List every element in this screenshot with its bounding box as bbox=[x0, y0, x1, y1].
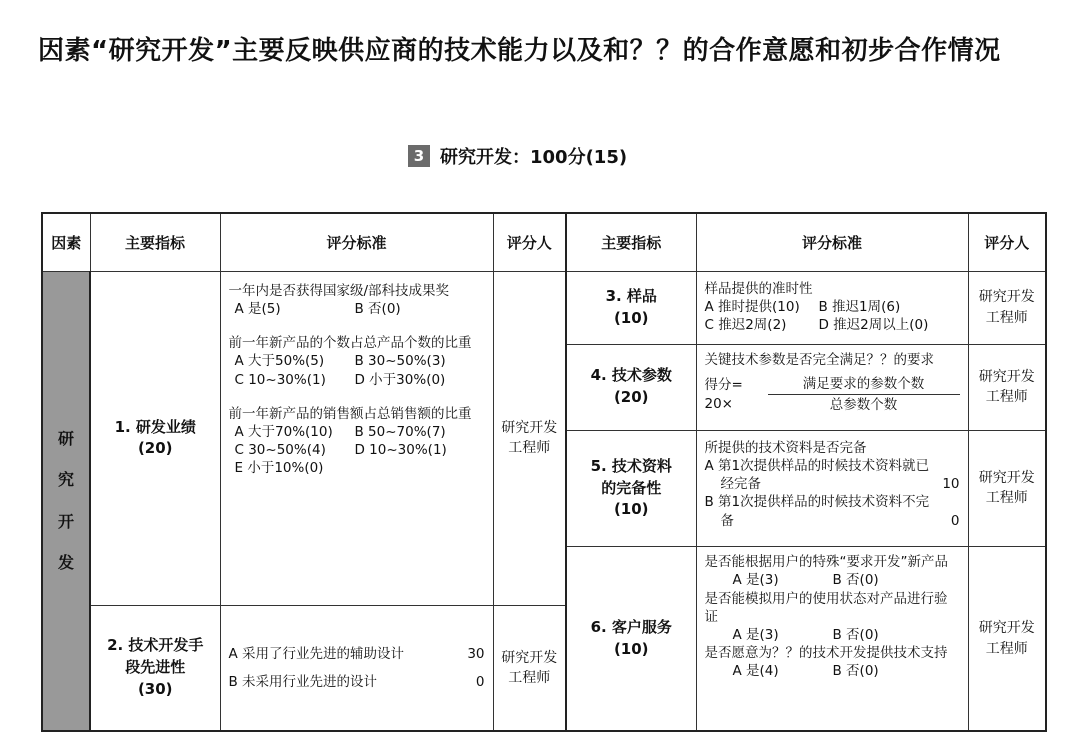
rater-samples: 研究开发 工程师 bbox=[968, 271, 1046, 344]
header-indicator: 主要指标 bbox=[90, 213, 220, 271]
indicator-research-performance: 1. 研发业绩 (20) bbox=[90, 271, 220, 605]
criteria-technical-parameters: 关键技术参数是否完全满足？？的要求 得分= 20× $\frac{\text{满足要求的参数个数}}{\text{总参数个数}}$ bbox=[696, 344, 968, 430]
header-rater: 评分人 bbox=[493, 213, 566, 271]
header-factor: 因素 bbox=[42, 213, 90, 271]
rater-technical-documents: 研究开发 工程师 bbox=[968, 430, 1046, 546]
scoring-table bbox=[41, 212, 1047, 732]
category-char: 发 bbox=[57, 553, 74, 573]
table-header-row bbox=[42, 213, 1046, 271]
rater-development-methods: 研究开发 工程师 bbox=[493, 605, 566, 731]
page-title: 因素“研究开发”主要反映供应商的技术能力以及和？？的合作意愿和初步合作情况 bbox=[38, 36, 1001, 66]
criteria-development-methods: A 采用了行业先进的辅助设计 30 B 未采用行业先进的设计 0 bbox=[220, 605, 493, 731]
criteria-technical-documents: 所提供的技术资料是否完备 A 第1次提供样品的时候技术资料就已 经完备 10 B 第1次提供样品的时候技术资料不完 备 0 bbox=[696, 430, 968, 546]
indicator-samples: 3. 样品 (10) bbox=[566, 271, 696, 344]
category-char: 开 bbox=[57, 511, 74, 531]
indicator-development-methods: 2. 技术开发手 段先进性 (30) bbox=[90, 605, 220, 731]
criteria-customer-service: 是否能根据用户的特殊“要求开发”新产品 A 是(3) B 否(0) 是否能模拟用户的使用状态对产品进行验证 A 是(3) B 否(0) 是否愿意为？？的技术开发提供技术支持 A 是(4) B 否(0) bbox=[696, 547, 968, 731]
section-subtitle bbox=[408, 143, 627, 169]
indicator-technical-documents: 5. 技术资料 的完备性 (10) bbox=[566, 430, 696, 546]
header-criteria: 评分标准 bbox=[220, 213, 493, 271]
criteria-research-performance: 一年内是否获得国家级/部科技成果奖 A 是(5) B 否(0) 前一年新产品的个数占总产品个数的比重 A 大于50%(5) B 30~50%(3) C 10~30%(1) D 小于30%(0) 前一年新产品的销售额占总销售额的比重 A 大于70%(10) B 50~70%(7) C 30~50%(4) D 10~30%(1) E 小于10%(0) bbox=[220, 271, 493, 605]
rater-research-performance: 研究开发 工程师 bbox=[493, 271, 566, 605]
category-char: 究 bbox=[57, 470, 74, 490]
header-rater-right: 评分人 bbox=[968, 213, 1046, 271]
category-char: 研 bbox=[57, 428, 74, 448]
indicator-customer-service: 6. 客户服务 (10) bbox=[566, 547, 696, 731]
criteria-samples: 样品提供的准时性 A 推时提供(10) B 推迟1周(6) C 推迟2周(2) D 推迟2周以上(0) bbox=[696, 271, 968, 344]
section-number-badge: 3 bbox=[408, 145, 430, 167]
header-criteria-right: 评分标准 bbox=[696, 213, 968, 271]
section-subtitle-text: 研究开发：100分(15) bbox=[440, 147, 628, 168]
table-row bbox=[42, 271, 1046, 344]
indicator-technical-parameters: 4. 技术参数 (20) bbox=[566, 344, 696, 430]
rater-technical-parameters: 研究开发 工程师 bbox=[968, 344, 1046, 430]
rater-customer-service: 研究开发 工程师 bbox=[968, 547, 1046, 731]
header-indicator-right: 主要指标 bbox=[566, 213, 696, 271]
score-formula: 得分= 20× $\frac{\text{满足要求的参数个数}}{\text{总参数个数}}$ bbox=[705, 375, 960, 414]
factor-category-cell bbox=[42, 271, 90, 731]
